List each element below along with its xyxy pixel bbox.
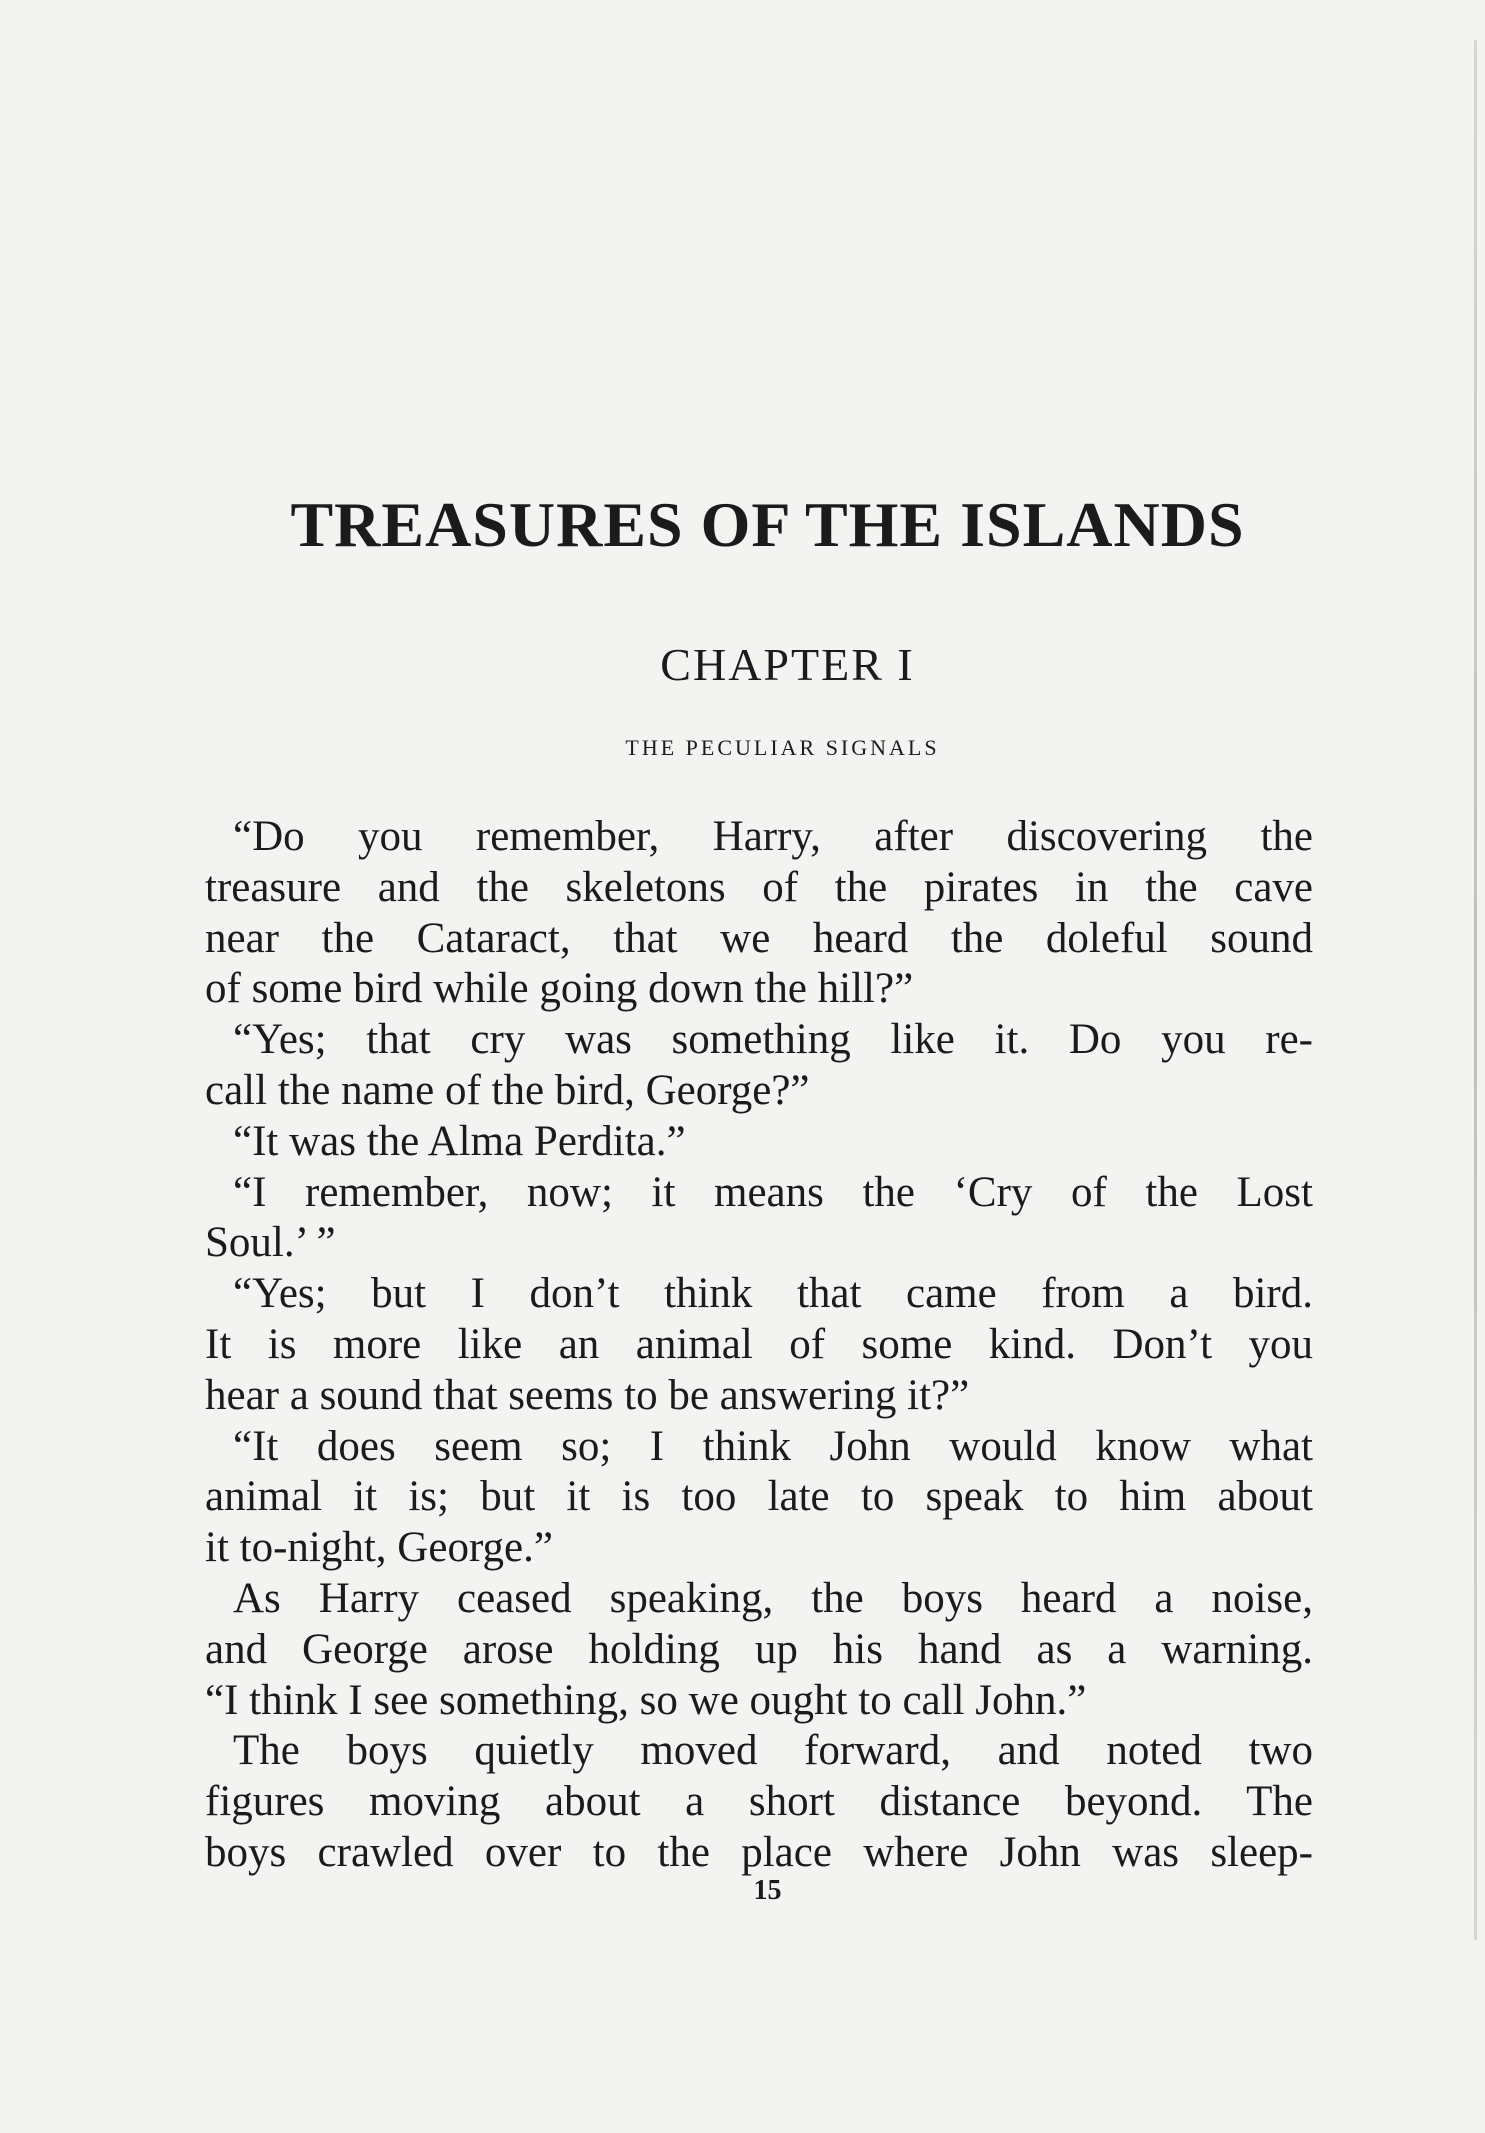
book-title: TREASURES OF THE ISLANDS (290, 489, 1245, 560)
text-line: “I think I see something, so we ought to call John.” (205, 1676, 1087, 1724)
text-line: call the name of the bird, George?” (205, 1066, 810, 1114)
text-line: it to-night, George.” (205, 1524, 553, 1572)
text-line: animal it is; but it is too late to speak to him about (205, 1473, 1313, 1521)
text-line: “I remember, now; it means the ‘Cry of the Lost (233, 1168, 1313, 1216)
chapter-title: THE PECULIAR SIGNALS (625, 735, 940, 760)
text-line: hear a sound that seems to be answering it?” (205, 1371, 970, 1419)
text-line: “Yes; but I don’t think that came from a bird. (233, 1270, 1313, 1318)
page-number: 15 (753, 1875, 782, 1906)
text-line: “It was the Alma Perdita.” (233, 1117, 686, 1165)
text-line: “Do you remember, Harry, after discovering the (233, 813, 1313, 860)
text-line: of some bird while going down the hill?” (205, 965, 914, 1013)
chapter-heading: CHAPTER I (660, 639, 915, 690)
text-line: treasure and the skeletons of the pirates in the cave (205, 863, 1313, 911)
body-text (205, 812, 1313, 1879)
text-line: near the Cataract, that we heard the doleful sound (205, 914, 1313, 962)
text-line: “Yes; that cry was something like it. Do you re- (233, 1016, 1313, 1064)
text-line: “It does seem so; I think John would know what (233, 1422, 1313, 1470)
text-line: figures moving about a short distance beyond. The (205, 1778, 1313, 1826)
text-line: boys crawled over to the place where John was sleep- (205, 1828, 1313, 1876)
text-line: and George arose holding up his hand as a warning. (205, 1625, 1313, 1673)
text-line: The boys quietly moved forward, and noted two (233, 1727, 1313, 1775)
page-edge-shadow (1474, 40, 1477, 1940)
text-line: It is more like an animal of some kind. Don’t you (205, 1320, 1313, 1368)
text-line: As Harry ceased speaking, the boys heard a noise, (233, 1574, 1313, 1622)
text-line: Soul.’ ” (205, 1219, 336, 1267)
